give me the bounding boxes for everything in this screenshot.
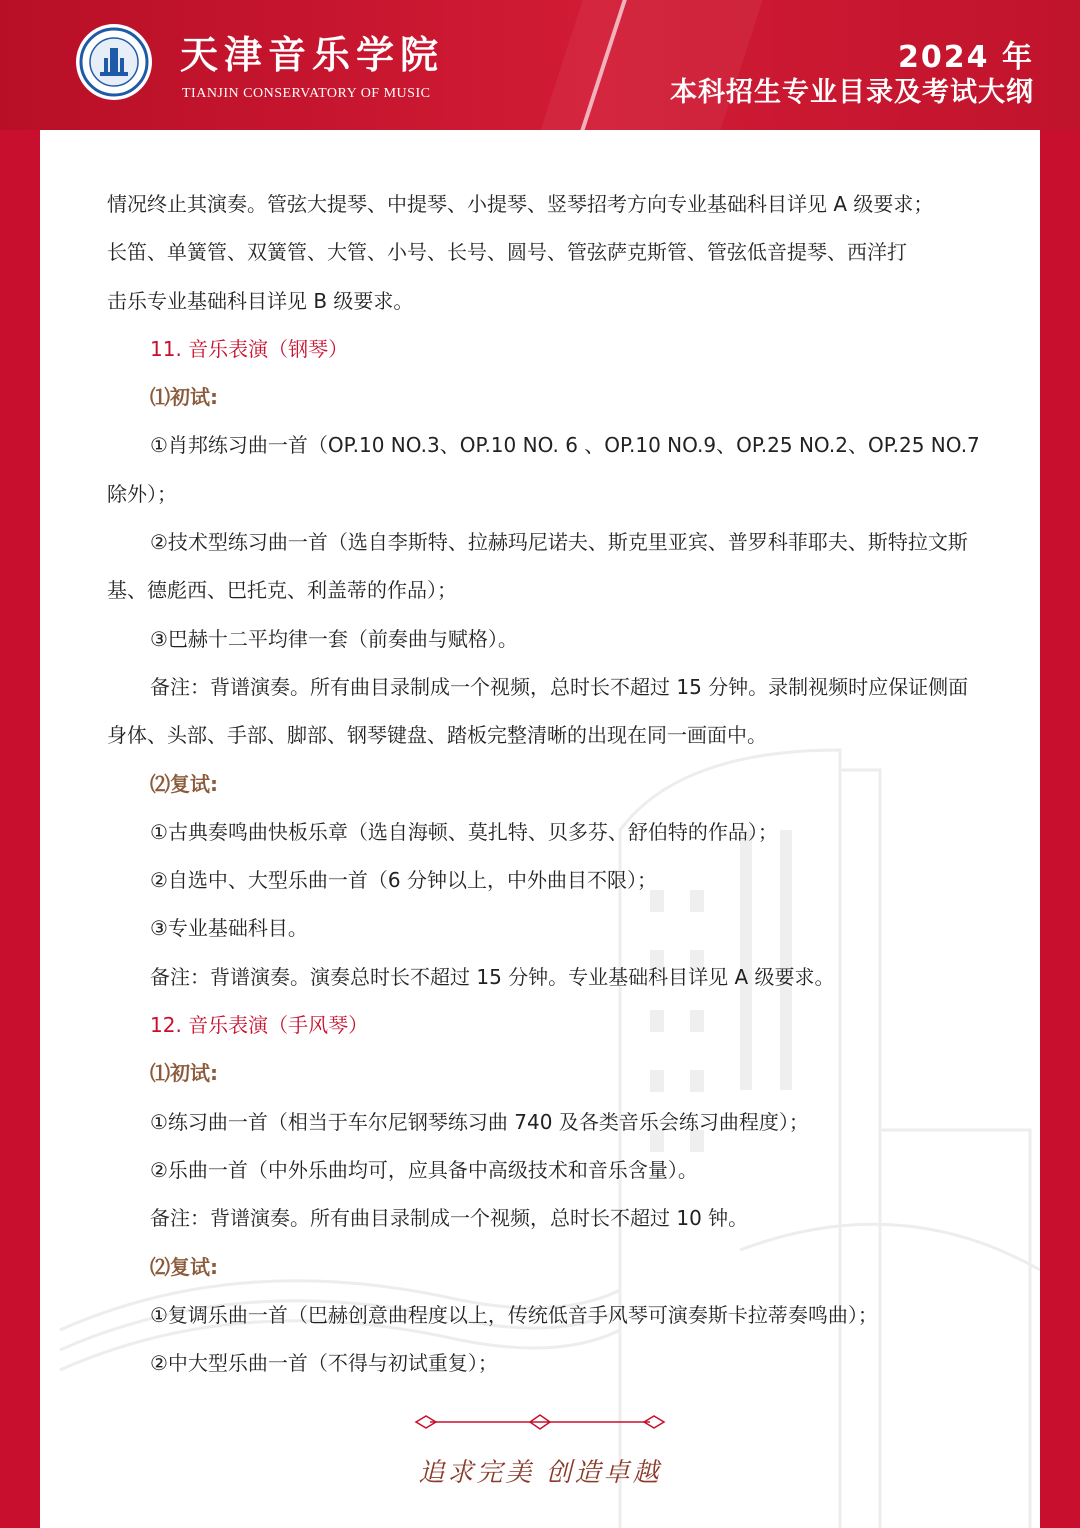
body-text: 长笛、单簧管、双簧管、大管、小号、长号、圆号、管弦萨克斯管、管弦低音提琴、西洋打 — [107, 240, 907, 265]
list-item: ②自选中、大型乐曲一首（6 分钟以上，中外曲目不限）； — [150, 868, 658, 893]
note-text: 备注：背谱演奏。演奏总时长不超过 15 分钟。专业基础科目详见 A 级要求。 — [150, 964, 835, 989]
document-page — [40, 130, 1040, 1528]
list-item: ③巴赫十二平均律一套（前奏曲与赋格）。 — [150, 626, 518, 651]
list-item: ①练习曲一首（相当于车尔尼钢琴练习曲 740 及各类音乐会练习曲程度）； — [150, 1109, 809, 1134]
list-item: ①肖邦练习曲一首（OP.10 NO.3、OP.10 NO. 6 、OP.10 NO.9、OP.25 NO.2、OP.25 NO.7 除外）； — [107, 433, 980, 506]
section-heading-11: 11. 音乐表演（钢琴） — [150, 336, 349, 361]
subheading-first-round: ⑴初试: — [150, 1061, 218, 1086]
subheading-second-round: ⑵复试: — [150, 771, 218, 796]
school-name-cn: 天津音乐学院 — [180, 32, 445, 77]
page-header — [0, 0, 1080, 130]
body-text: 击乐专业基础科目详见 B 级要求。 — [107, 288, 414, 313]
doc-title: 本科招生专业目录及考试大纲 — [670, 77, 1034, 108]
doc-year: 2024 年 — [898, 40, 1034, 75]
school-name-en: TIANJIN CONSERVATORY OF MUSIC — [182, 86, 431, 101]
note-text: 备注：背谱演奏。所有曲目录制成一个视频，总时长不超过 15 分钟。录制视频时应保证侧面身体、头部、手部、脚部、钢琴键盘、踏板完整清晰的出现在同一画面中。 — [107, 674, 969, 748]
document-body — [107, 180, 983, 1387]
school-emblem-icon — [74, 22, 154, 102]
list-item: ①古典奏鸣曲快板乐章（选自海顿、莫扎特、贝多芬、舒伯特的作品）； — [150, 819, 778, 844]
list-item: ③专业基础科目。 — [150, 916, 308, 941]
list-item: ②乐曲一首（中外乐曲均可，应具备中高级技术和音乐含量）。 — [150, 1157, 698, 1182]
note-text: 备注：背谱演奏。所有曲目录制成一个视频，总时长不超过 10 钟。 — [150, 1206, 749, 1231]
ornament-divider-icon — [412, 1412, 668, 1432]
list-item: ②技术型练习曲一首（选自李斯特、拉赫玛尼诺夫、斯克里亚宾、普罗科菲耶夫、斯特拉文斯基、德彪西、巴托克、利盖蒂的作品）； — [107, 530, 968, 603]
list-item: ①复调乐曲一首（巴赫创意曲程度以上，传统低音手风琴可演奏斯卡拉蒂奏鸣曲）； — [150, 1302, 878, 1327]
header-decoration — [531, 0, 769, 130]
subheading-first-round: ⑴初试: — [150, 385, 218, 410]
footer-motto: 追求完美 创造卓越 — [418, 1458, 662, 1488]
body-text: 情况终止其演奏。管弦大提琴、中提琴、小提琴、竖琴招考方向专业基础科目详见 A 级要求； — [107, 192, 934, 216]
list-item: ②中大型乐曲一首（不得与初试重复）； — [150, 1351, 498, 1376]
section-heading-12: 12. 音乐表演（手风琴） — [150, 1013, 369, 1038]
subheading-second-round: ⑵复试: — [150, 1254, 218, 1279]
